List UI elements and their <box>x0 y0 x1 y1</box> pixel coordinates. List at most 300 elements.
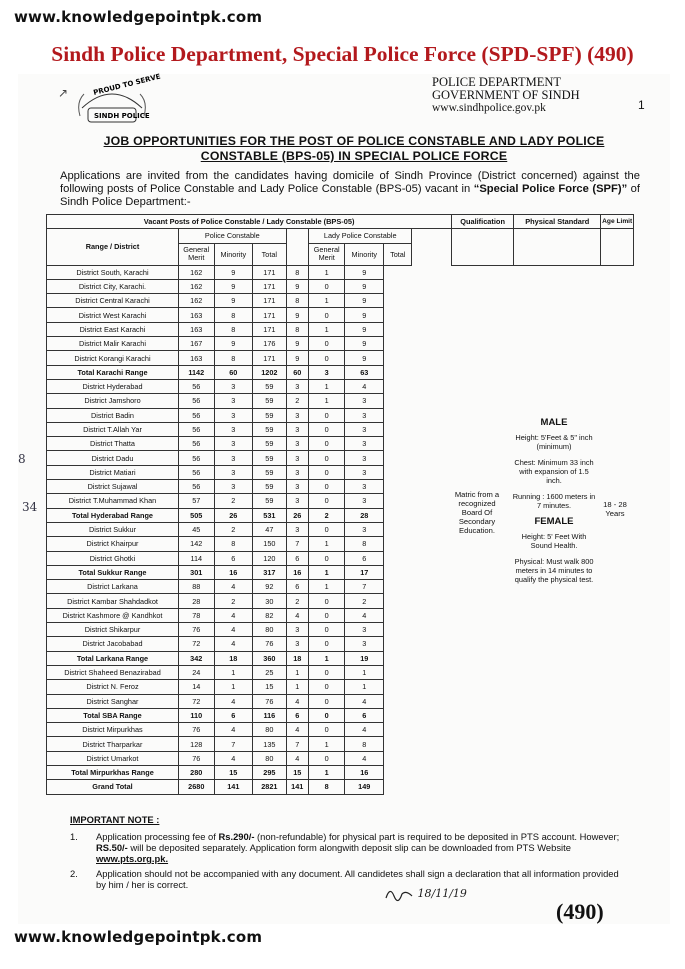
physical-cell <box>514 229 601 265</box>
lpc-total: 2 <box>345 594 384 608</box>
district-name: District Umarkot <box>47 751 179 765</box>
note-number: 2. <box>70 868 78 879</box>
lpc-total: 28 <box>345 508 384 522</box>
pc-minority: 6 <box>214 551 253 565</box>
pc-minority: 2 <box>214 522 253 536</box>
table-row <box>47 608 634 622</box>
lpc-minority: 1 <box>308 379 345 393</box>
col-physical: Physical Standard <box>514 215 601 229</box>
lpc-general-merit: 3 <box>286 637 308 651</box>
pc-general-merit: 56 <box>179 465 215 479</box>
lpc-general-merit: 16 <box>286 565 308 579</box>
pc-general-merit: 56 <box>179 379 215 393</box>
pc-general-merit: 162 <box>179 294 215 308</box>
district-name: District Shaheed Benazirabad <box>47 665 179 679</box>
lpc-total: 16 <box>345 765 384 779</box>
lpc-minority: 0 <box>308 551 345 565</box>
lpc-minority: 1 <box>308 651 345 665</box>
lpc-general-merit: 141 <box>286 780 308 794</box>
pc-total: 59 <box>253 494 287 508</box>
lpc-minority: 0 <box>308 494 345 508</box>
pc-total: 295 <box>253 765 287 779</box>
sub-general-merit: General Merit <box>179 243 215 265</box>
lpc-minority: 0 <box>308 308 345 322</box>
lpc-general-merit: 7 <box>286 537 308 551</box>
district-name: District Khairpur <box>47 537 179 551</box>
table-row <box>47 723 634 737</box>
lpc-general-merit: 8 <box>286 294 308 308</box>
pc-general-merit: 76 <box>179 723 215 737</box>
pc-general-merit: 162 <box>179 265 215 279</box>
note-item <box>70 831 630 864</box>
lpc-total: 3 <box>345 494 384 508</box>
table-row <box>47 294 634 308</box>
lpc-minority: 0 <box>308 437 345 451</box>
pc-general-merit: 56 <box>179 451 215 465</box>
lpc-minority: 0 <box>308 422 345 436</box>
district-name: District Ghotki <box>47 551 179 565</box>
lpc-total: 3 <box>345 437 384 451</box>
male-running: Running : 1600 meters in 7 minutes. <box>512 492 596 510</box>
pc-minority: 6 <box>214 708 253 722</box>
pc-minority: 8 <box>214 322 253 336</box>
pc-general-merit: 24 <box>179 665 215 679</box>
district-name: Total Mirpurkhas Range <box>47 765 179 779</box>
intro-bold: “Special Police Force (SPF)” <box>473 183 628 195</box>
emblem-name: SINDH POLICE <box>94 112 150 120</box>
district-name: District Central Karachi <box>47 294 179 308</box>
district-name: District T.Muhammad Khan <box>47 494 179 508</box>
lpc-total: 4 <box>345 379 384 393</box>
lpc-minority: 0 <box>308 351 345 365</box>
pc-minority: 8 <box>214 537 253 551</box>
site-url-top: www.knowledgepointpk.com <box>14 8 263 26</box>
pc-minority: 4 <box>214 580 253 594</box>
district-name: District Kashmore @ Kandhkot <box>47 608 179 622</box>
lpc-minority: 1 <box>308 580 345 594</box>
pc-minority: 4 <box>214 623 253 637</box>
pc-total: 92 <box>253 580 287 594</box>
lpc-general-merit: 6 <box>286 580 308 594</box>
pc-minority: 3 <box>214 480 253 494</box>
district-name: District Jacobabad <box>47 637 179 651</box>
pc-general-merit: 56 <box>179 408 215 422</box>
pc-minority: 9 <box>214 294 253 308</box>
age-limit: 18 - 28 Years <box>603 500 627 518</box>
district-name: District West Karachi <box>47 308 179 322</box>
pc-total: 360 <box>253 651 287 665</box>
note-text: Application processing fee of Rs.290/- (non-refundable) for physical part is required to be deposited in PTS account. However; RS.50/- will be deposited separately. Application form alongwith deposit slip can be downloaded from PTS Website www.pts.org.pk. <box>96 831 620 864</box>
pc-total: 25 <box>253 665 287 679</box>
pc-minority: 4 <box>214 751 253 765</box>
lpc-general-merit: 3 <box>286 437 308 451</box>
pc-general-merit: 163 <box>179 308 215 322</box>
pc-total: 171 <box>253 308 287 322</box>
lpc-general-merit: 3 <box>286 451 308 465</box>
lpc-minority: 1 <box>308 765 345 779</box>
pc-general-merit: 342 <box>179 651 215 665</box>
lpc-general-merit: 1 <box>286 665 308 679</box>
pc-general-merit: 56 <box>179 480 215 494</box>
note-text: Application should not be accompanied with any document. All candidetes shall sign a declaration that all information provided by him / her is correct. <box>96 868 619 890</box>
sub-total: Total <box>253 243 287 265</box>
pc-general-merit: 142 <box>179 537 215 551</box>
district-name: District Sanghar <box>47 694 179 708</box>
job-title: JOB OPPORTUNITIES FOR THE POST OF POLICE CONSTABLE AND LADY POLICE CONSTABLE (BPS-05) IN SPECIAL POLICE FORCE <box>103 134 605 163</box>
lpc-general-merit: 3 <box>286 379 308 393</box>
pc-minority: 4 <box>214 637 253 651</box>
lpc-general-merit: 9 <box>286 279 308 293</box>
pc-general-merit: 78 <box>179 608 215 622</box>
lpc-total: 3 <box>345 637 384 651</box>
table-row <box>47 394 634 408</box>
pc-total: 30 <box>253 594 287 608</box>
lpc-minority: 0 <box>308 623 345 637</box>
group-lady-police-constable: Lady Police Constable <box>308 229 412 243</box>
lpc-minority: 1 <box>308 565 345 579</box>
pc-minority: 9 <box>214 265 253 279</box>
pts-website: www.pts.org.pk. <box>96 853 169 864</box>
lpc-general-merit: 3 <box>286 480 308 494</box>
col-range: Range / District <box>47 229 179 265</box>
pc-general-merit: 45 <box>179 522 215 536</box>
pc-general-merit: 88 <box>179 580 215 594</box>
lpc-general-merit: 6 <box>286 551 308 565</box>
pc-minority: 9 <box>214 337 253 351</box>
pc-general-merit: 280 <box>179 765 215 779</box>
district-name: District Malir Karachi <box>47 337 179 351</box>
pc-minority: 4 <box>214 723 253 737</box>
district-name: District Jamshoro <box>47 394 179 408</box>
important-notes <box>70 814 630 894</box>
pc-minority: 4 <box>214 608 253 622</box>
pc-minority: 1 <box>214 665 253 679</box>
male-heading: MALE <box>540 417 568 428</box>
district-name: District Thatta <box>47 437 179 451</box>
lpc-minority: 0 <box>308 594 345 608</box>
intro-text: Applications are invited from the candidates having domicile of Sindh Province (District concerned) against the following posts of Police Constable and Lady Police Constable (BPS-05) vacant in <box>60 170 640 195</box>
district-name: District Hyderabad <box>47 379 179 393</box>
table-heading: Vacant Posts of Police Constable / Lady Constable (BPS-05) <box>47 215 452 229</box>
lpc-minority: 1 <box>308 394 345 408</box>
pc-total: 59 <box>253 451 287 465</box>
male-chest: Chest: Minimum 33 inch with expansion of 1.5 inch. <box>514 458 594 485</box>
lpc-minority: 0 <box>308 751 345 765</box>
lpc-general-merit: 3 <box>286 422 308 436</box>
pc-minority: 26 <box>214 508 253 522</box>
sub-minority-lady: Minority <box>345 243 384 265</box>
pc-total: 76 <box>253 694 287 708</box>
pc-total: 82 <box>253 608 287 622</box>
lpc-minority: 0 <box>308 708 345 722</box>
pc-general-merit: 301 <box>179 565 215 579</box>
table-row <box>47 765 634 779</box>
lpc-minority: 0 <box>308 637 345 651</box>
lpc-minority: 0 <box>308 680 345 694</box>
table-row <box>47 665 634 679</box>
department-block <box>432 76 602 115</box>
pc-minority: 3 <box>214 394 253 408</box>
pc-total: 76 <box>253 637 287 651</box>
district-name: District N. Feroz <box>47 680 179 694</box>
lpc-total: 3 <box>345 451 384 465</box>
district-name: District Tharparkar <box>47 737 179 751</box>
pc-minority: 2 <box>214 594 253 608</box>
lpc-minority: 0 <box>308 480 345 494</box>
lpc-minority: 0 <box>308 408 345 422</box>
pc-total: 80 <box>253 623 287 637</box>
table-row <box>47 694 634 708</box>
pc-minority: 9 <box>214 279 253 293</box>
lpc-minority: 1 <box>308 737 345 751</box>
table-row <box>47 737 634 751</box>
pc-minority: 3 <box>214 437 253 451</box>
female-height: Height: 5' Feet With Sound Health. <box>521 532 587 550</box>
lpc-total: 6 <box>345 708 384 722</box>
district-name: District City, Karachi. <box>47 279 179 293</box>
pc-minority: 141 <box>214 780 253 794</box>
notes-heading: IMPORTANT NOTE : <box>70 814 160 825</box>
male-height: Height: 5'Feet & 5" inch (minimum) <box>515 433 593 451</box>
pc-total: 171 <box>253 279 287 293</box>
table-row <box>47 365 634 379</box>
lpc-total: 149 <box>345 780 384 794</box>
pc-minority: 3 <box>214 465 253 479</box>
district-name: District South, Karachi <box>47 265 179 279</box>
lpc-general-merit: 4 <box>286 723 308 737</box>
pc-general-merit: 114 <box>179 551 215 565</box>
pc-total: 59 <box>253 379 287 393</box>
pc-total: 59 <box>253 422 287 436</box>
district-name: Total SBA Range <box>47 708 179 722</box>
pc-minority: 1 <box>214 680 253 694</box>
district-name: Grand Total <box>47 780 179 794</box>
lpc-general-merit: 3 <box>286 522 308 536</box>
lpc-total: 9 <box>345 322 384 336</box>
lpc-minority: 2 <box>308 508 345 522</box>
lpc-general-merit: 7 <box>286 737 308 751</box>
lpc-general-merit: 3 <box>286 623 308 637</box>
pc-total: 59 <box>253 480 287 494</box>
pc-minority: 3 <box>214 379 253 393</box>
pc-total: 80 <box>253 723 287 737</box>
lpc-total: 9 <box>345 337 384 351</box>
lpc-total: 17 <box>345 565 384 579</box>
lpc-general-merit: 9 <box>286 308 308 322</box>
table-row <box>47 308 634 322</box>
group-police-constable: Police Constable <box>179 229 287 243</box>
lpc-minority: 0 <box>308 279 345 293</box>
pc-total: 531 <box>253 508 287 522</box>
pc-general-merit: 110 <box>179 708 215 722</box>
pc-general-merit: 56 <box>179 394 215 408</box>
pc-minority: 8 <box>214 308 253 322</box>
pc-total: 116 <box>253 708 287 722</box>
district-name: District Sujawal <box>47 480 179 494</box>
lpc-total: 9 <box>345 308 384 322</box>
lpc-general-merit: 8 <box>286 322 308 336</box>
sub-total-lady: Total <box>384 243 412 265</box>
pc-general-merit: 14 <box>179 680 215 694</box>
lpc-general-merit: 8 <box>286 265 308 279</box>
lpc-total: 3 <box>345 408 384 422</box>
signature-scribble <box>384 886 414 902</box>
lpc-minority: 0 <box>308 522 345 536</box>
pc-general-merit: 56 <box>179 422 215 436</box>
department-line2: GOVERNMENT OF SINDH <box>432 88 580 102</box>
pc-total: 171 <box>253 322 287 336</box>
pc-total: 171 <box>253 294 287 308</box>
pc-total: 59 <box>253 437 287 451</box>
intro-paragraph <box>60 170 640 209</box>
lpc-general-merit: 9 <box>286 351 308 365</box>
district-name: District Matiari <box>47 465 179 479</box>
lpc-total: 63 <box>345 365 384 379</box>
pc-minority: 15 <box>214 765 253 779</box>
pc-general-merit: 128 <box>179 737 215 751</box>
lpc-total: 6 <box>345 551 384 565</box>
table-row <box>47 265 634 279</box>
lpc-minority: 1 <box>308 537 345 551</box>
sub-minority: Minority <box>214 243 253 265</box>
lpc-minority: 1 <box>308 265 345 279</box>
department-line1: POLICE DEPARTMENT <box>432 75 562 89</box>
pc-total: 2821 <box>253 780 287 794</box>
pc-general-merit: 163 <box>179 322 215 336</box>
advert-code: (490) <box>556 899 604 924</box>
lpc-general-merit: 15 <box>286 765 308 779</box>
physical-standard <box>512 412 596 591</box>
pc-total: 120 <box>253 551 287 565</box>
lpc-general-merit: 9 <box>286 337 308 351</box>
signature <box>384 886 467 902</box>
pc-minority: 3 <box>214 422 253 436</box>
pc-general-merit: 72 <box>179 637 215 651</box>
pc-total: 150 <box>253 537 287 551</box>
emblem-motto: PROUD TO SERVE <box>92 72 162 97</box>
lpc-general-merit: 4 <box>286 751 308 765</box>
district-name: District Shikarpur <box>47 623 179 637</box>
lpc-general-merit: 2 <box>286 394 308 408</box>
lpc-total: 4 <box>345 751 384 765</box>
pc-total: 171 <box>253 265 287 279</box>
lpc-total: 19 <box>345 651 384 665</box>
lpc-general-merit: 2 <box>286 594 308 608</box>
pc-total: 171 <box>253 351 287 365</box>
lpc-general-merit: 60 <box>286 365 308 379</box>
lpc-total: 8 <box>345 737 384 751</box>
table-row <box>47 780 634 794</box>
pc-minority: 60 <box>214 365 253 379</box>
lpc-total: 1 <box>345 665 384 679</box>
pc-general-merit: 162 <box>179 279 215 293</box>
pc-total: 59 <box>253 465 287 479</box>
signature-date: 18/11/19 <box>417 887 467 900</box>
note-number: 1. <box>70 831 78 842</box>
district-name: District T.Allah Yar <box>47 422 179 436</box>
table-row <box>47 279 634 293</box>
note-item <box>70 868 630 890</box>
pc-total: 176 <box>253 337 287 351</box>
qualification-cell <box>452 229 514 265</box>
pc-general-merit: 505 <box>179 508 215 522</box>
col-qualification: Qualification <box>452 215 514 229</box>
lpc-total: 8 <box>345 537 384 551</box>
lpc-total: 3 <box>345 522 384 536</box>
lpc-minority: 0 <box>308 694 345 708</box>
col-age: Age Limit <box>601 215 634 229</box>
lpc-general-merit: 4 <box>286 694 308 708</box>
pc-general-merit: 163 <box>179 351 215 365</box>
page-number: 1 <box>638 98 645 112</box>
lpc-minority: 0 <box>308 665 345 679</box>
pc-general-merit: 28 <box>179 594 215 608</box>
headline: Sindh Police Department, Special Police Force (SPD-SPF) (490) <box>51 42 634 66</box>
pc-general-merit: 76 <box>179 623 215 637</box>
female-heading: FEMALE <box>534 516 574 527</box>
pc-general-merit: 57 <box>179 494 215 508</box>
lpc-total: 9 <box>345 351 384 365</box>
female-physical: Physical: Must walk 800 meters in 14 minutes to qualify the physical test. <box>514 557 594 584</box>
lpc-minority: 8 <box>308 780 345 794</box>
lpc-general-merit: 18 <box>286 651 308 665</box>
table-row <box>47 379 634 393</box>
table-row <box>47 322 634 336</box>
pc-minority: 18 <box>214 651 253 665</box>
margin-mark: 8 <box>18 452 26 466</box>
table-row <box>47 637 634 651</box>
district-name: District Badin <box>47 408 179 422</box>
lpc-minority: 1 <box>308 322 345 336</box>
lpc-total: 4 <box>345 608 384 622</box>
lpc-total: 9 <box>345 265 384 279</box>
sindh-police-emblem <box>74 72 162 132</box>
lpc-minority: 0 <box>308 465 345 479</box>
table-row <box>47 594 634 608</box>
lpc-total: 3 <box>345 623 384 637</box>
lpc-total: 3 <box>345 422 384 436</box>
district-name: Total Larkana Range <box>47 651 179 665</box>
pc-general-merit: 1142 <box>179 365 215 379</box>
site-url-bottom: www.knowledgepointpk.com <box>14 928 263 946</box>
pc-total: 47 <box>253 522 287 536</box>
margin-mark: 34 <box>22 500 38 514</box>
district-name: District East Karachi <box>47 322 179 336</box>
pc-general-merit: 2680 <box>179 780 215 794</box>
lpc-total: 4 <box>345 694 384 708</box>
lpc-total: 3 <box>345 480 384 494</box>
table-row <box>47 680 634 694</box>
pc-general-merit: 56 <box>179 437 215 451</box>
lpc-minority: 0 <box>308 337 345 351</box>
district-name: District Mirpurkhas <box>47 723 179 737</box>
pc-minority: 8 <box>214 351 253 365</box>
pc-minority: 2 <box>214 494 253 508</box>
district-name: Total Hyderabad Range <box>47 508 179 522</box>
pc-total: 59 <box>253 394 287 408</box>
lpc-general-merit: 3 <box>286 494 308 508</box>
lpc-general-merit: 6 <box>286 708 308 722</box>
pc-general-merit: 72 <box>179 694 215 708</box>
lpc-total: 9 <box>345 294 384 308</box>
table-row <box>47 351 634 365</box>
check-mark-icon: ↗ <box>58 86 69 100</box>
lpc-total: 1 <box>345 680 384 694</box>
lpc-minority: 0 <box>308 451 345 465</box>
pc-minority: 16 <box>214 565 253 579</box>
district-name: District Dadu <box>47 451 179 465</box>
pc-total: 1202 <box>253 365 287 379</box>
